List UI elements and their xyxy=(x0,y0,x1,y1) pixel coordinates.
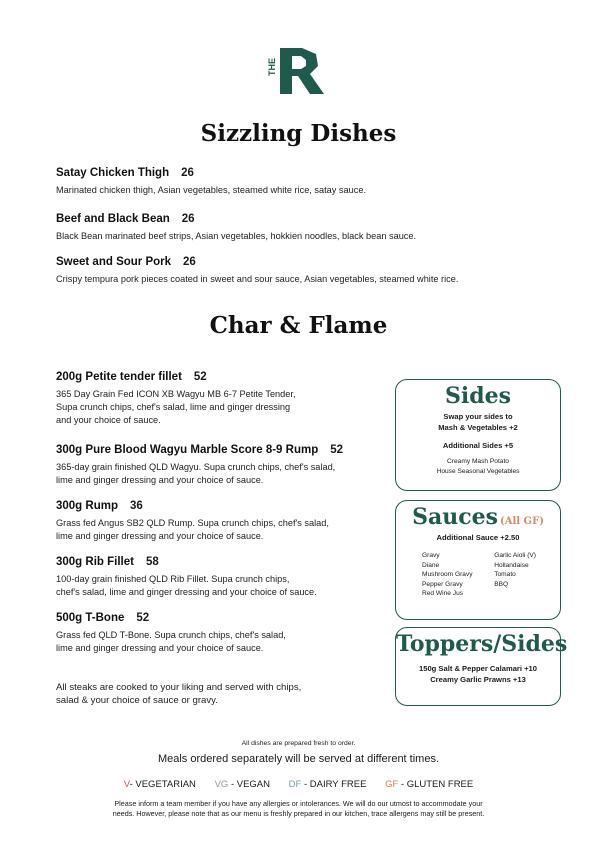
legend-label: - VEGETARIAN xyxy=(129,779,196,790)
toppers-box xyxy=(395,627,568,706)
legend-gluten-free xyxy=(385,779,473,790)
legend-label: - GLUTEN FREE xyxy=(400,779,474,790)
dish-price: 58 xyxy=(145,556,159,568)
legend-dairy-free xyxy=(289,779,367,790)
dish-satay-chicken xyxy=(56,163,366,197)
sauces-additional: Additional Sauce +2.50 xyxy=(436,533,520,542)
dish-description: Grass fed QLD T-Bone. Supa crunch chips, chef's salad, lime and ginger dressing and your choice of sauce. xyxy=(56,630,286,653)
section-title-char-flame: Char & Flame xyxy=(209,312,388,339)
dish-petite-tender xyxy=(56,367,296,427)
restaurant-logo xyxy=(268,46,326,96)
dish-name: 300g Rump xyxy=(56,500,118,512)
toppers-title: Toppers/Sides xyxy=(396,631,568,657)
dish-t-bone xyxy=(56,608,286,655)
dish-price: 52 xyxy=(330,444,344,456)
dish-name: 300g Pure Blood Wagyu Marble Score 8-9 Rump xyxy=(56,444,319,456)
sides-title: Sides xyxy=(444,383,511,409)
legend-code: V xyxy=(123,779,130,790)
dish-description: 365-day grain finished QLD Wagyu. Supa crunch chips, chef's salad, lime and ginger dressing and your choice of sauce. xyxy=(56,462,336,485)
dish-name: 300g Rib Fillet xyxy=(56,556,134,568)
dish-price: 26 xyxy=(183,256,196,268)
steak-note-text: All steaks are cooked to your liking and served with chips, salad & your choice of sauce or gravy. xyxy=(56,682,302,706)
sides-box xyxy=(395,379,561,491)
dish-description: Black Bean marinated beef strips, Asian vegetables, hokkien noodles, black bean sauce. xyxy=(56,231,417,241)
dish-sweet-sour-pork xyxy=(56,252,458,286)
sides-items: Creamy Mash Potato House Seasonal Vegetables xyxy=(436,458,520,475)
sauces-col-2: Garlic Aioli (V) Hollandaise Tomato BBQ xyxy=(494,552,536,588)
dish-name: Beef and Black Bean xyxy=(56,213,170,225)
toppers-items: 150g Salt & Pepper Calamari +10 Creamy Garlic Prawns +13 xyxy=(419,664,537,684)
sides-additional: Additional Sides +5 xyxy=(442,441,514,450)
legend-code: VG xyxy=(214,779,229,790)
legend-label: - DAIRY FREE xyxy=(303,779,367,790)
sides-swap: Swap your sides to Mash & Vegetables +2 xyxy=(438,412,518,432)
sauces-title-row xyxy=(396,504,560,530)
dish-name: Sweet and Sour Pork xyxy=(56,256,172,268)
dish-price: 26 xyxy=(181,167,194,179)
dish-description: Marinated chicken thigh, Asian vegetables, steamed white rice, satay sauce. xyxy=(56,185,366,195)
logo-text: THE xyxy=(268,58,277,76)
sauces-col-1: Gravy Diane Mushroom Gravy Pepper Gravy Red Wine Jus xyxy=(422,552,473,597)
legend-code: DF xyxy=(288,779,302,790)
dietary-legend xyxy=(0,779,597,790)
legend-vegan xyxy=(215,779,270,790)
dish-name: Satay Chicken Thigh xyxy=(56,167,170,179)
dish-description: Crispy tempura pork pieces coated in sweet and sour sauce, Asian vegetables, steamed white rice. xyxy=(56,274,459,284)
sauces-gf-note: (All GF) xyxy=(499,516,544,527)
allergy-notice: Please inform a team member if you have any allergies or intolerances. We will do our utmost to accommodate your needs. However, please note that as our menu is freshly prepared in our kitchen, trace allergens may still be present. xyxy=(112,799,485,818)
sauces-title: Sauces xyxy=(412,504,498,530)
fresh-note: All dishes are prepared fresh to order. xyxy=(241,740,356,747)
dish-description: Grass fed Angus SB2 QLD Rump. Supa crunch chips, chef's salad, lime and ginger dressing and your choice of sauce. xyxy=(56,518,329,541)
dish-description: 365 Day Grain Fed ICON XB Wagyu MB 6-7 Petite Tender, Supa crunch chips, chef's salad, lime and ginger dressing and your choice of sauce. xyxy=(56,389,296,425)
dish-price: 36 xyxy=(130,500,143,512)
dish-description: 100-day grain finished QLD Rib Fillet. Supa crunch chips, chef's salad, lime and ginger dressing and your choice of sauce. xyxy=(56,574,317,597)
section-title-sizzling: Sizzling Dishes xyxy=(200,120,397,147)
steak-note xyxy=(56,678,301,707)
dish-name: 200g Petite tender fillet xyxy=(56,371,182,383)
dish-name: 500g T-Bone xyxy=(56,612,125,624)
dish-beef-black-bean xyxy=(56,209,416,243)
sauces-list xyxy=(396,551,560,599)
dish-price: 26 xyxy=(181,213,195,225)
legend-label: - VEGAN xyxy=(230,779,270,790)
sauces-box xyxy=(395,500,561,620)
separate-note: Meals ordered separately will be served at different times. xyxy=(157,753,440,765)
legend-code: GF xyxy=(385,779,399,790)
dish-rump xyxy=(56,496,329,543)
legend-vegetarian xyxy=(124,779,196,790)
dish-price: 52 xyxy=(193,371,207,383)
dish-price: 52 xyxy=(136,612,150,624)
dish-wagyu-rump xyxy=(56,440,343,487)
dish-rib-fillet xyxy=(56,552,317,599)
